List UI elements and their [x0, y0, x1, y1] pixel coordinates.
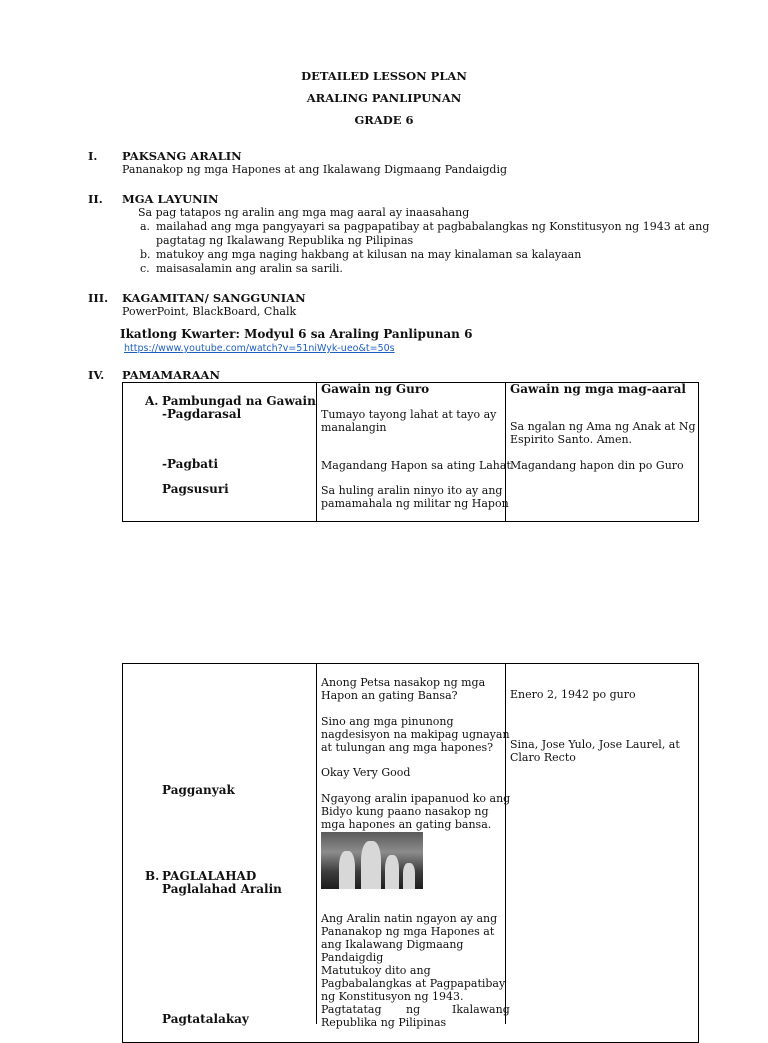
materials-text: PowerPoint, BlackBoard, Chalk: [122, 305, 297, 318]
guro-lesson-line4: Pandaigdig: [321, 951, 384, 964]
guro-review-line1: Sa huling aralin ninyo ito ay ang: [321, 484, 503, 497]
section-1-text: Pananakop ng mga Hapones at ang Ikalawang Digmaang Pandaigdig: [122, 163, 508, 176]
guro-question-leaders-line2: nagdesisyon na makipag ugnayan: [321, 728, 510, 741]
aaral-prayer-line1: Sa ngalan ng Ama ng Anak at Ng: [510, 420, 696, 433]
table-2-divider-2: [505, 663, 506, 1024]
objective-c-line1: maisasalamin ang aralin sa sarili.: [156, 262, 343, 275]
table-1-divider-1: [316, 382, 317, 522]
guro-question-date-line1: Anong Petsa nasakop ng mga: [321, 676, 486, 689]
module-title: Ikatlong Kwarter: Modyul 6 sa Araling Panlipunan 6: [120, 327, 473, 341]
guro-question-leaders-line3: at tulungan ang mga hapones?: [321, 741, 493, 754]
column-header-mag-aaral: Gawain ng mga mag-aaral: [510, 382, 686, 396]
objective-a-line2: pagtatag ng Ikalawang Republika ng Pilipinas: [156, 234, 414, 247]
step-b-subtitle: Paglalahad Aralin: [162, 882, 282, 896]
guro-lesson-line7: ng Konstitusyon ng 1943.: [321, 990, 464, 1003]
guro-review-line2: pamamahala ng militar ng Hapon: [321, 497, 509, 510]
objective-b-line1: matukoy ang mga naging hakbang at kilusan na may kinalaman sa kalayaan: [156, 248, 582, 261]
guro-lesson-line6: Pagbabalangkas at Pagpapatibay: [321, 977, 506, 990]
objectives-intro: Sa pag tatapos ng aralin ang mga mag aaral ay inaasahang: [138, 206, 470, 219]
aaral-prayer-line2: Espirito Santo. Amen.: [510, 433, 633, 446]
aaral-answer-leaders-line1: Sina, Jose Yulo, Jose Laurel, at: [510, 738, 680, 751]
doc-subject: ARALING PANLIPUNAN: [306, 91, 462, 105]
section-2-title: MGA LAYUNIN: [122, 192, 219, 206]
objective-a-line1: mailahad ang mga pangyayari sa pagpapatibay at pagbabalangkas ng Konstitusyon ng 1943 at ang: [156, 220, 710, 233]
objective-b-marker: b.: [140, 248, 151, 261]
guro-video-line2: Bidyo kung paano nasakop ng: [321, 805, 489, 818]
guro-question-leaders-line1: Sino ang mga pinunong: [321, 715, 454, 728]
guro-lesson-line5: Matutukoy dito ang: [321, 964, 431, 977]
step-b-title: PAGLALAHAD: [162, 869, 257, 883]
step-pagtatalakay: Pagtatalakay: [162, 1012, 249, 1026]
guro-prayer-line2: manalangin: [321, 421, 387, 434]
guro-ok: Okay Very Good: [321, 766, 411, 779]
step-b-marker: B.: [145, 869, 160, 883]
column-header-guro: Gawain ng Guro: [321, 382, 430, 396]
guro-lesson-line3: ang Ikalawang Digmaang: [321, 938, 464, 951]
doc-title: DETAILED LESSON PLAN: [301, 69, 467, 83]
guro-lesson-line8-c: Ikalawang: [452, 1003, 510, 1016]
objective-a-marker: a.: [140, 220, 151, 233]
section-4-title: PAMAMARAAN: [122, 368, 220, 382]
aaral-answer-date: Enero 2, 1942 po guro: [510, 688, 636, 701]
guro-lesson-line8-a: Pagtatatag: [321, 1003, 382, 1016]
guro-lesson-line1: Ang Aralin natin ngayon ay ang: [321, 912, 498, 925]
step-pagsusuri: Pagsusuri: [162, 482, 229, 496]
guro-video-line3: mga hapones an gating bansa.: [321, 818, 492, 831]
table-2-divider-1: [316, 663, 317, 1024]
guro-video-line1: Ngayong aralin ipapanuod ko ang: [321, 792, 511, 805]
section-4-number: IV.: [88, 368, 105, 382]
section-1-number: I.: [88, 149, 98, 163]
step-pagdarasal: -Pagdarasal: [162, 407, 242, 421]
aaral-greeting: Magandang hapon din po Guro: [510, 459, 684, 472]
aaral-answer-leaders-line2: Claro Recto: [510, 751, 576, 764]
step-a-title: Pambungad na Gawain: [162, 394, 316, 408]
video-link[interactable]: https://www.youtube.com/watch?v=51niWyk-ueo&t=50s: [124, 343, 395, 354]
step-a-marker: A.: [145, 394, 159, 408]
guro-lesson-line8-b: ng: [406, 1003, 421, 1016]
video-thumbnail[interactable]: [321, 832, 423, 889]
section-3-title: KAGAMITAN/ SANGGUNIAN: [122, 291, 306, 305]
guro-question-date-line2: Hapon an gating Bansa?: [321, 689, 458, 702]
guro-lesson-line9: Republika ng Pilipinas: [321, 1016, 447, 1029]
step-pagganyak: Pagganyak: [162, 783, 235, 797]
guro-lesson-line2: Pananakop ng mga Hapones at: [321, 925, 495, 938]
guro-prayer-line1: Tumayo tayong lahat at tayo ay: [321, 408, 497, 421]
section-1-title: PAKSANG ARALIN: [122, 149, 242, 163]
guro-greeting: Magandang Hapon sa ating Lahat: [321, 459, 511, 472]
doc-grade: GRADE 6: [354, 113, 414, 127]
step-pagbati: -Pagbati: [162, 457, 219, 471]
section-2-number: II.: [88, 192, 103, 206]
objective-c-marker: c.: [140, 262, 150, 275]
section-3-number: III.: [88, 291, 109, 305]
